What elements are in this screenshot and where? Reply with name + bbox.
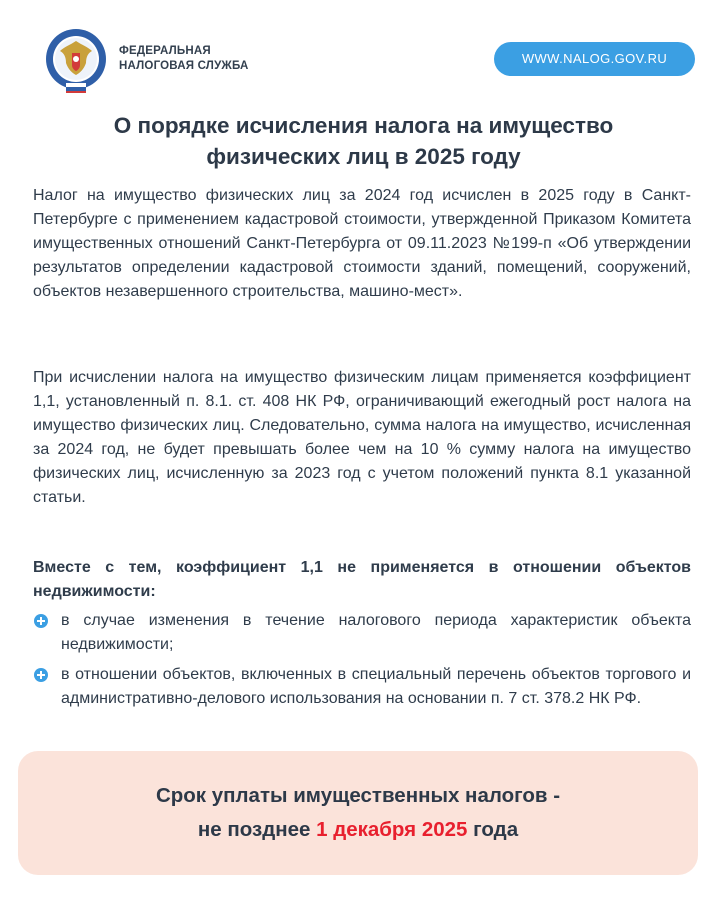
fns-emblem-icon: [44, 27, 108, 93]
deadline-prefix: не позднее: [197, 818, 311, 841]
title-line-2: физических лиц в 2025 году: [206, 144, 521, 169]
list-item-text: в случае изменения в течение налогового периода характеристик объекта недвижимости;: [61, 612, 691, 653]
deadline-banner: [18, 751, 698, 875]
list-item-text: в отношении объектов, включенных в специальный перечень объектов торгового и административно-делового использования на основании п. 7 ст. 378.2 НК РФ.: [61, 666, 691, 707]
list-item: [33, 663, 691, 711]
deadline-suffix: года: [473, 818, 519, 841]
org-line-1: ФЕДЕРАЛЬНАЯ: [119, 45, 211, 57]
title-line-1: О порядке исчисления налога на имущество: [113, 113, 614, 138]
paragraph-exceptions-heading: Вместе с тем, коэффициент 1,1 не применяется в отношении объектов недвижимости:: [33, 559, 691, 600]
exceptions-list: [33, 609, 691, 717]
paragraph-cadastral-value: Налог на имущество физических лиц за 2024 год исчислен в 2025 году в Санкт-Петербурге с применением кадастровой стоимости, утвержденной Приказом Комитета имущественных отношений Санкт-Петербурга от 09.11.2023 №199-п «Об утверждении результатов определении кадастровой стоимости зданий, помещений, сооружений, объектов незавершенного строительства, машино-мест».: [33, 187, 691, 300]
org-line-2: НАЛОГОВАЯ СЛУЖБА: [119, 60, 249, 72]
list-item: [33, 609, 691, 657]
organization-name: [119, 44, 249, 74]
plus-circle-icon: [34, 614, 48, 628]
page-title: [60, 110, 667, 172]
paragraph-coefficient: При исчислении налога на имущество физическим лицам применяется коэффициент 1,1, установленный п. 8.1. ст. 408 НК РФ, ограничивающий ежегодный рост налога на имущество физических лиц. Следовательно, сумма налога на имущество, исчисленная за 2024 год, не будет превышать более чем на 10 % сумму налога на имущество физических лиц, исчисленную за 2023 год с учетом положений пункта 8.1 указанной статьи.: [33, 369, 691, 506]
deadline-date: 1 декабря 2025: [316, 818, 468, 841]
website-link-button[interactable]: WWW.NALOG.GOV.RU: [494, 42, 695, 76]
plus-circle-icon: [34, 668, 48, 682]
header: [0, 0, 727, 110]
deadline-line-1: Срок уплаты имущественных налогов -: [155, 784, 561, 807]
deadline-line-2: [18, 813, 698, 847]
